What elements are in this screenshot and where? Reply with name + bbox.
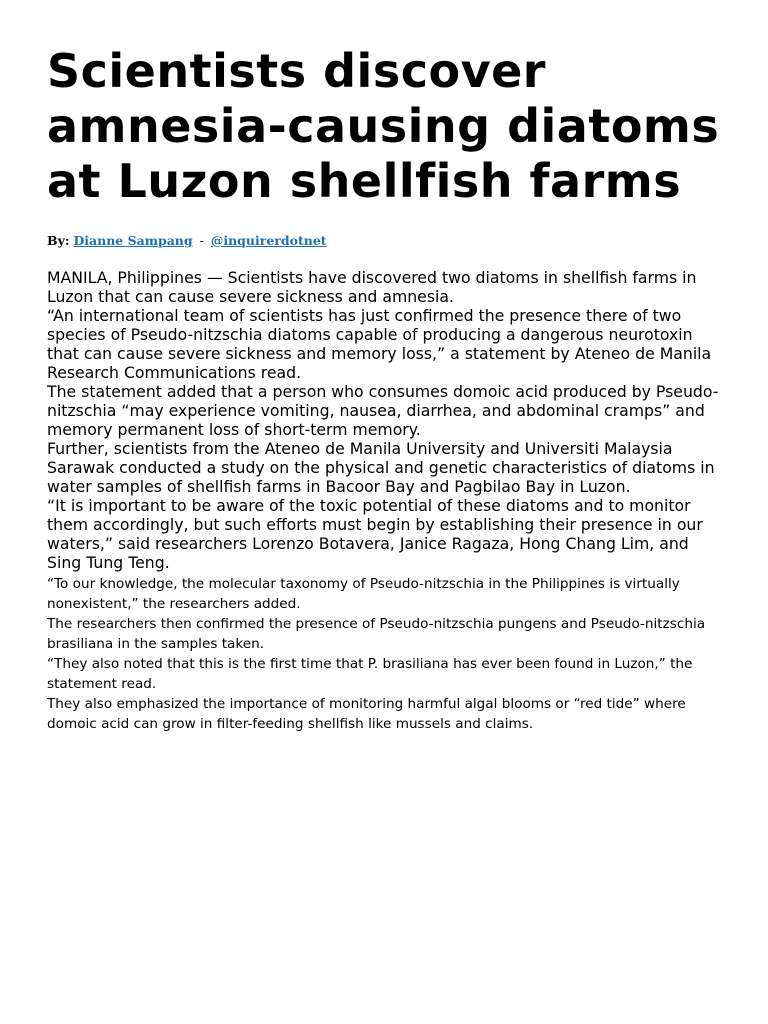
paragraph: “To our knowledge, the molecular taxonomy of Pseudo-nitzschia in the Philippines is virtually nonexistent,” the researchers added. (47, 576, 680, 612)
article-body-main (47, 268, 727, 572)
paragraph: “They also noted that this is the first time that P. brasiliana has ever been found in Luzon,” the statement read. (47, 656, 693, 692)
paragraph: “An international team of scientists has just confirmed the presence there of two species of Pseudo-nitzschia diatoms capable of producing a dangerous neurotoxin that can cause severe sickness and memory loss,” a statement by Ateneo de Manila Research Communications read. (47, 306, 712, 382)
article-body-continued (47, 574, 727, 734)
article-headline: Scientists discover amnesia-causing diatoms at Luzon shellfish farms (47, 44, 720, 208)
paragraph: “It is important to be aware of the toxic potential of these diatoms and to monitor them accordingly, but such efforts must begin by establishing their presence in our waters,” said researchers Lorenzo Botavera, Janice Ragaza, Hong Chang Lim, and Sing Tung Teng. (47, 496, 703, 572)
byline-label: By: (47, 233, 70, 248)
byline (47, 233, 727, 249)
paragraph: MANILA, Philippines — Scientists have discovered two diatoms in shellfish farms in Luzon that can cause severe sickness and amnesia. (47, 268, 697, 306)
paragraph: The statement added that a person who consumes domoic acid produced by Pseudo-nitzschia “may experience vomiting, nausea, diarrhea, and abdominal cramps” and memory permanent loss of short-term memory. (47, 382, 719, 439)
paragraph: They also emphasized the importance of monitoring harmful algal blooms or “red tide” where domoic acid can grow in filter-feeding shellfish like mussels and claims. (47, 696, 686, 732)
paragraph: The researchers then confirmed the presence of Pseudo-nitzschia pungens and Pseudo-nitzschia brasiliana in the samples taken. (47, 616, 706, 652)
handle-link[interactable]: @inquirerdotnet (210, 233, 327, 248)
paragraph: Further, scientists from the Ateneo de Manila University and Universiti Malaysia Sarawak conducted a study on the physical and genetic characteristics of diatoms in water samples of shellfish farms in Bacoor Bay and Pagbilao Bay in Luzon. (47, 439, 715, 496)
article (47, 44, 727, 734)
author-link[interactable]: Dianne Sampang (73, 233, 193, 248)
byline-separator: - (199, 233, 204, 248)
